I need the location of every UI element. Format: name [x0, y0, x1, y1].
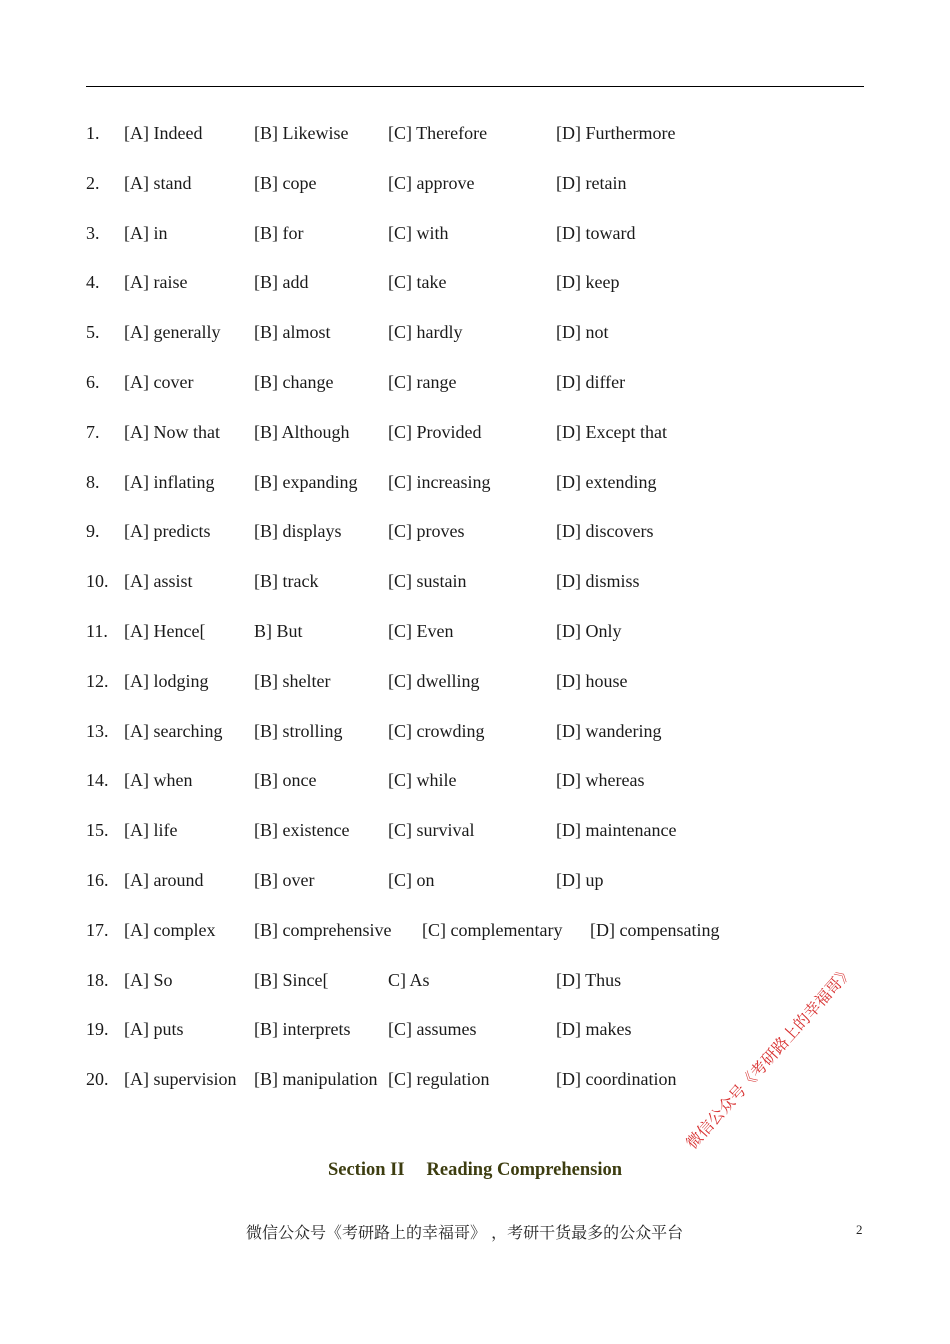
option-b: [B] manipulation: [254, 1069, 378, 1090]
option-d: [D] differ: [556, 371, 626, 392]
option-d: [D] dismiss: [556, 571, 640, 592]
option-b: [B] Likewise: [254, 123, 349, 143]
option-d: [D] up: [556, 869, 604, 890]
footer-text: 微信公众号《考研路上的幸福哥》 ，考研干货最多的公众平台: [246, 1223, 684, 1242]
question-row: [0, 267, 950, 317]
option-c: [C] sustain: [388, 571, 467, 592]
option-c: [C] with: [388, 222, 449, 243]
question-number: 3.: [86, 222, 100, 243]
option-c: [C] regulation: [388, 1069, 490, 1090]
watermark-stamp: 微信公众号《考研路上的幸福哥》: [682, 961, 857, 1153]
option-b: [B] Although: [254, 421, 350, 442]
option-d: [D] compensating: [590, 919, 720, 940]
option-b: B] But: [254, 620, 303, 641]
question-number: 5.: [86, 322, 100, 343]
option-b: [B] displays: [254, 521, 342, 542]
option-c: C] As: [388, 969, 430, 990]
question-number: 20.: [86, 1069, 109, 1090]
question-row: [0, 566, 950, 616]
option-d: [D] not: [556, 322, 609, 343]
question-row: [0, 317, 950, 367]
option-d: [D] toward: [556, 222, 636, 243]
question-number: 2.: [86, 172, 100, 193]
option-a: [A] Hence[: [124, 620, 206, 641]
option-a: [A] stand: [124, 172, 192, 193]
question-row: [0, 1064, 950, 1114]
option-a: [A] inflating: [124, 471, 215, 492]
option-c: [C] crowding: [388, 720, 485, 741]
option-c: [C] proves: [388, 521, 465, 542]
option-d: [D] discovers: [556, 521, 654, 542]
question-number: 14.: [86, 770, 109, 791]
question-row: [0, 367, 950, 417]
option-b: [B] change: [254, 371, 334, 392]
question-number: 19.: [86, 1019, 109, 1040]
option-a: [A] when: [124, 770, 193, 791]
option-c: [C] assumes: [388, 1019, 477, 1040]
option-b: [B] strolling: [254, 720, 343, 741]
option-a: [A] life: [124, 820, 178, 841]
option-d: [D] house: [556, 670, 628, 691]
question-row: [0, 616, 950, 666]
option-c: [C] approve: [388, 172, 475, 193]
option-a: [A] searching: [124, 720, 223, 741]
question-row: [0, 467, 950, 517]
option-d: [D] coordination: [556, 1069, 677, 1090]
option-d: [D] Only: [556, 620, 622, 641]
option-b: [B] add: [254, 272, 309, 293]
option-c: [C] range: [388, 371, 457, 392]
option-a: [A] predicts: [124, 521, 211, 542]
option-a: [A] So: [124, 969, 173, 990]
section-number: Section II: [327, 1160, 405, 1180]
option-c: [C] Therefore: [388, 123, 488, 143]
question-row: [0, 666, 950, 716]
option-c: [C] Provided: [388, 421, 482, 442]
option-b: [B] interprets: [254, 1019, 351, 1040]
option-b: [B] existence: [254, 820, 350, 841]
question-number: 18.: [86, 969, 109, 990]
question-number: 11.: [86, 620, 108, 641]
option-a: [A] cover: [124, 371, 194, 392]
question-number: 1.: [86, 123, 100, 143]
question-row: [0, 915, 950, 965]
option-b: [B] cope: [254, 172, 317, 193]
option-d: [D] Except that: [556, 421, 667, 442]
option-b: [B] Since[: [254, 969, 329, 990]
option-b: [B] once: [254, 770, 317, 791]
option-c: [C] hardly: [388, 322, 463, 343]
question-number: 8.: [86, 471, 100, 492]
option-a: [A] supervision: [124, 1069, 237, 1090]
option-a: [A] raise: [124, 272, 188, 293]
option-a: [A] around: [124, 869, 204, 890]
question-number: 17.: [86, 919, 109, 940]
option-d: [D] keep: [556, 272, 620, 293]
question-list: [0, 118, 950, 1114]
question-number: 16.: [86, 869, 109, 890]
question-row: [0, 815, 950, 865]
question-row: [0, 765, 950, 815]
question-number: 10.: [86, 571, 109, 592]
question-number: 12.: [86, 670, 109, 691]
option-d: [D] maintenance: [556, 820, 677, 841]
question-number: 9.: [86, 521, 100, 542]
option-c: [C] Even: [388, 620, 454, 641]
option-b: [B] comprehensive: [254, 919, 392, 940]
option-c: [C] take: [388, 272, 447, 293]
question-number: 15.: [86, 820, 109, 841]
option-a: [A] Now that: [124, 421, 220, 442]
question-row: [0, 218, 950, 268]
page-number: 2: [856, 1222, 863, 1237]
option-a: [A] Indeed: [124, 123, 203, 143]
option-b: [B] expanding: [254, 471, 358, 492]
question-row: [0, 417, 950, 467]
option-d: [D] makes: [556, 1019, 632, 1040]
question-number: 4.: [86, 272, 100, 293]
question-row: [0, 118, 950, 168]
option-c: [C] increasing: [388, 471, 491, 492]
question-number: 13.: [86, 720, 109, 741]
option-b: [B] track: [254, 571, 319, 592]
option-d: [D] extending: [556, 471, 657, 492]
option-c: [C] survival: [388, 820, 475, 841]
option-c: [C] on: [388, 869, 435, 890]
option-d: [D] retain: [556, 172, 627, 193]
option-b: [B] shelter: [254, 670, 331, 691]
header-rule: [86, 86, 864, 87]
option-b: [B] almost: [254, 322, 331, 343]
option-b: [B] for: [254, 222, 304, 243]
option-d: [D] Furthermore: [556, 123, 676, 143]
option-c: [C] while: [388, 770, 457, 791]
question-number: 6.: [86, 371, 100, 392]
question-row: [0, 516, 950, 566]
option-a: [A] assist: [124, 571, 193, 592]
section-heading: [0, 1160, 950, 1181]
question-row: [0, 865, 950, 915]
option-b: [B] over: [254, 869, 315, 890]
option-d: [D] wandering: [556, 720, 662, 741]
option-a: [A] generally: [124, 322, 221, 343]
option-a: [A] complex: [124, 919, 216, 940]
question-row: [0, 168, 950, 218]
question-number: 7.: [86, 421, 100, 442]
option-d: [D] Thus: [556, 969, 622, 990]
section-title: Reading Comprehension: [426, 1160, 623, 1180]
option-a: [A] puts: [124, 1019, 184, 1040]
option-c: [C] dwelling: [388, 670, 480, 691]
option-c: [C] complementary: [422, 919, 563, 940]
question-row: [0, 716, 950, 766]
option-a: [A] lodging: [124, 670, 209, 691]
option-d: [D] whereas: [556, 770, 645, 791]
option-a: [A] in: [124, 222, 168, 243]
